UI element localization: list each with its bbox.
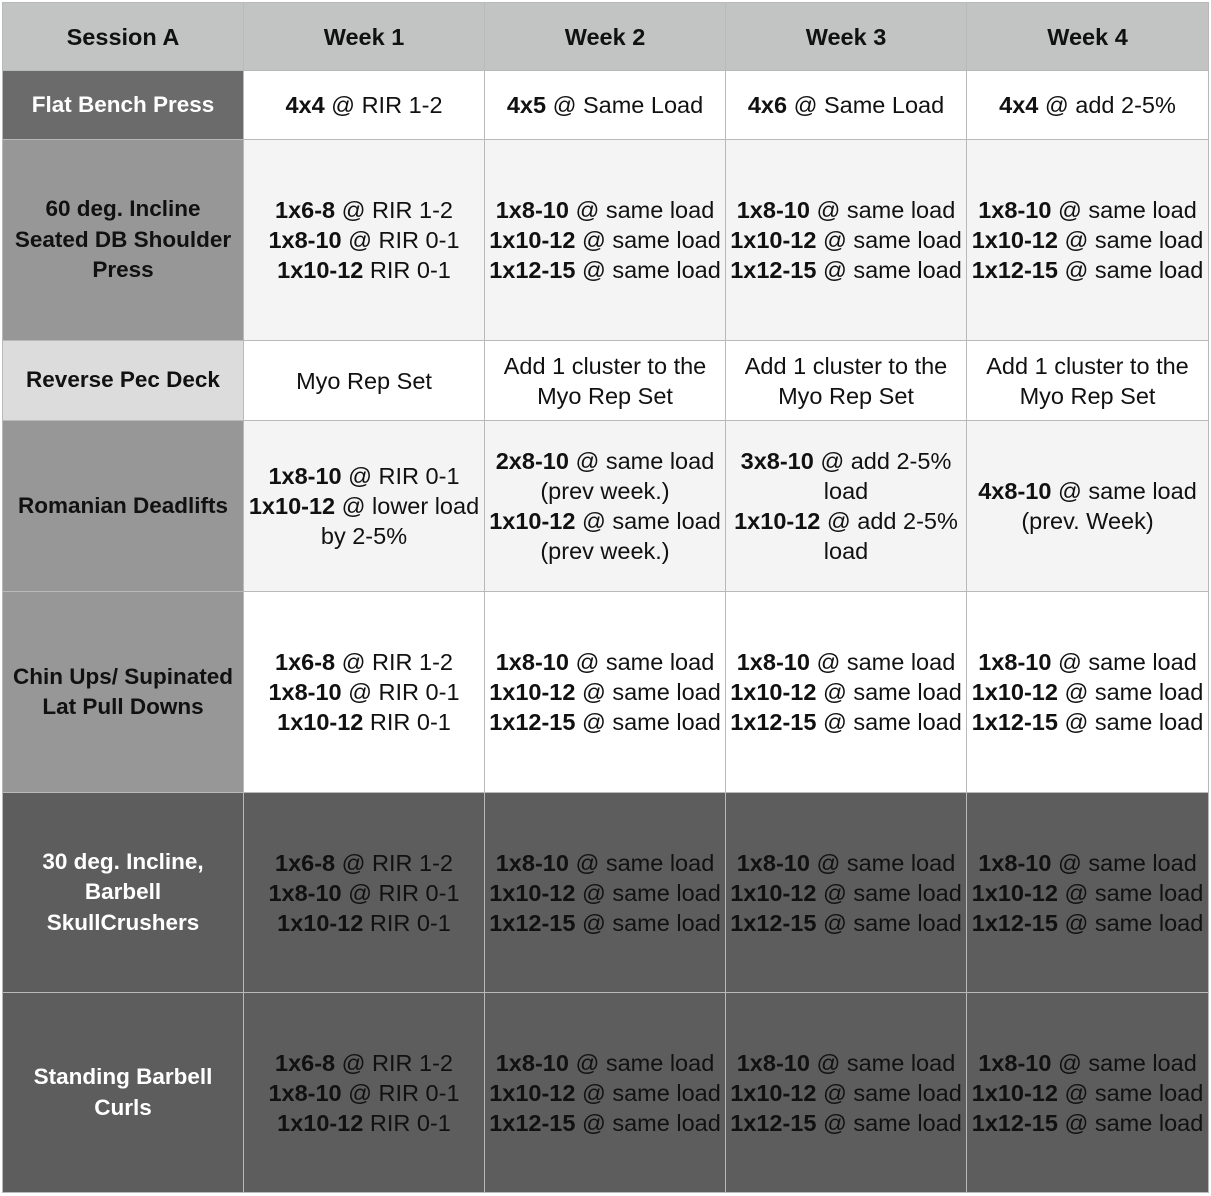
week-cell: [485, 421, 726, 592]
set-note: @ lower load by 2-5%: [320, 493, 480, 549]
exercise-name: Flat Bench Press: [3, 71, 244, 140]
set-scheme: 1x12-15: [730, 257, 817, 283]
set-scheme: 1x12-15: [730, 909, 817, 936]
set-scheme: 1x10-12: [971, 879, 1058, 906]
table-row: [3, 993, 1209, 1193]
prescription-line: [248, 707, 480, 737]
set-scheme: 4x4: [285, 92, 325, 118]
set-scheme: 1x12-15: [730, 1109, 817, 1136]
set-scheme: 1x8-10: [495, 197, 569, 223]
prescription-line: [489, 707, 721, 737]
set-scheme: 1x8-10: [736, 197, 810, 223]
exercise-name: 60 deg. Incline Seated DB Shoulder Press: [3, 140, 244, 341]
prescription-line: [489, 225, 721, 255]
set-note: @ RIR 0-1: [341, 1079, 460, 1106]
set-scheme: 1x12-15: [971, 709, 1058, 735]
prescription-line: [971, 848, 1204, 878]
prescription-line: [971, 225, 1204, 255]
set-scheme: 1x12-15: [489, 909, 576, 936]
week-cell: [485, 71, 726, 140]
table-row: [3, 71, 1209, 140]
set-note: @ add 2-5%: [1038, 92, 1176, 118]
set-note: @ Same Load: [546, 92, 704, 118]
prescription-line: [971, 908, 1204, 938]
set-scheme: 4x6: [747, 92, 788, 118]
set-note: @ same load: [1057, 1079, 1204, 1106]
set-note: @ same load: [568, 197, 715, 223]
set-note: @ same load: [816, 257, 962, 283]
set-note: RIR 0-1: [363, 909, 451, 936]
set-scheme: 1x8-10: [736, 1049, 810, 1076]
week-cell: [244, 993, 485, 1193]
set-note: @ same load: [575, 1109, 721, 1136]
prescription-line: [730, 225, 962, 255]
set-scheme: 1x10-12: [971, 227, 1058, 253]
header-week-3: Week 3: [726, 3, 967, 71]
set-scheme: 1x10-12: [730, 1079, 817, 1106]
set-scheme: 1x10-12: [277, 257, 364, 283]
prescription-line: [730, 878, 962, 908]
prescription-line: [489, 90, 721, 120]
prescription-line: [489, 255, 721, 285]
set-scheme: 1x10-12: [730, 227, 817, 253]
set-scheme: 1x8-10: [736, 649, 810, 675]
prescription-line: [730, 677, 962, 707]
set-note: @ RIR 1-2: [335, 1049, 453, 1076]
set-scheme: 1x10-12: [971, 679, 1058, 705]
set-note: @ same load: [816, 1079, 962, 1106]
exercise-name: Standing Barbell Curls: [3, 993, 244, 1193]
set-note: @ RIR 0-1: [341, 879, 460, 906]
set-scheme: 1x6-8: [275, 197, 336, 223]
prescription-line: [489, 677, 721, 707]
prescription-line: [971, 255, 1204, 285]
week-cell: [485, 592, 726, 793]
set-scheme: 1x10-12: [277, 1109, 364, 1136]
header-week-2: Week 2: [485, 3, 726, 71]
set-note: @ same load: [1057, 257, 1204, 283]
exercise-name: Romanian Deadlifts: [3, 421, 244, 592]
set-note: @ same load: [809, 197, 956, 223]
set-note: @ RIR 1-2: [324, 92, 443, 118]
week-cell: [967, 341, 1209, 421]
set-note: @ same load: [575, 679, 721, 705]
set-note: @ same load: [809, 849, 956, 876]
week-cell: [726, 793, 967, 993]
week-cell: [244, 341, 485, 421]
table-row: [3, 421, 1209, 592]
set-note: @ same load: [809, 649, 956, 675]
prescription-line: [730, 1078, 962, 1108]
prescription-line: [971, 351, 1204, 411]
prescription-line: [248, 461, 480, 491]
set-note: @ same load (prev week.): [540, 508, 721, 564]
set-scheme: 1x8-10: [736, 849, 810, 876]
set-scheme: 1x8-10: [268, 879, 342, 906]
set-scheme: 1x8-10: [978, 197, 1052, 223]
prescription-line: [489, 351, 721, 411]
week-cell: [485, 341, 726, 421]
set-note: RIR 0-1: [363, 1109, 451, 1136]
exercise-name: 30 deg. Incline, Barbell SkullCrushers: [3, 793, 244, 993]
set-note: Add 1 cluster to the Myo Rep Set: [503, 352, 707, 409]
set-note: Add 1 cluster to the Myo Rep Set: [986, 352, 1189, 409]
set-note: Myo Rep Set: [296, 367, 432, 394]
table-row: [3, 793, 1209, 993]
set-note: @ same load: [1051, 197, 1197, 223]
set-scheme: 1x8-10: [268, 463, 342, 489]
set-note: @ same load: [1057, 679, 1204, 705]
prescription-line: [248, 677, 480, 707]
set-scheme: 4x8-10: [978, 478, 1052, 504]
set-note: @ same load: [1057, 709, 1204, 735]
set-note: @ RIR 1-2: [335, 849, 453, 876]
set-note: @ add 2-5% load: [813, 448, 952, 504]
prescription-line: [730, 1048, 962, 1078]
prescription-line: [730, 446, 962, 506]
prescription-line: [248, 878, 480, 908]
set-scheme: 1x10-12: [730, 679, 817, 705]
set-note: @ same load: [816, 227, 962, 253]
prescription-line: [248, 90, 480, 120]
header-week-1: Week 1: [244, 3, 485, 71]
prescription-line: [489, 195, 721, 225]
set-scheme: 1x6-8: [275, 849, 336, 876]
prescription-line: [248, 1108, 480, 1138]
prescription-line: [489, 1108, 721, 1138]
set-note: RIR 0-1: [363, 257, 451, 283]
set-scheme: 1x10-12: [248, 493, 336, 519]
prescription-line: [730, 647, 962, 677]
week-cell: [726, 341, 967, 421]
set-scheme: 1x8-10: [495, 1049, 569, 1076]
week-cell: [244, 71, 485, 140]
set-scheme: 1x12-15: [971, 909, 1058, 936]
set-note: @ same load: [816, 909, 962, 936]
prescription-line: [971, 878, 1204, 908]
header-week-4: Week 4: [967, 3, 1209, 71]
set-note: @ same load: [575, 1079, 721, 1106]
week-cell: [726, 71, 967, 140]
set-scheme: 1x12-15: [489, 1109, 576, 1136]
prescription-line: [489, 446, 721, 506]
set-scheme: 1x10-12: [489, 227, 576, 253]
week-cell: [967, 793, 1209, 993]
prescription-line: [489, 647, 721, 677]
set-note: @ same load: [575, 709, 721, 735]
exercise-name: Chin Ups/ Supinated Lat Pull Downs: [3, 592, 244, 793]
set-note: @ same load: [575, 257, 721, 283]
week-cell: [967, 71, 1209, 140]
set-note: @ RIR 0-1: [341, 227, 460, 253]
set-scheme: 4x5: [506, 92, 547, 118]
week-cell: [967, 421, 1209, 592]
set-note: @ RIR 0-1: [341, 463, 460, 489]
set-note: @ add 2-5% load: [820, 508, 958, 564]
header-row: [3, 3, 1209, 71]
set-note: @ same load (prev. Week): [1021, 478, 1197, 534]
set-note: @ same load: [816, 679, 962, 705]
set-note: Add 1 cluster to the Myo Rep Set: [744, 352, 948, 409]
week-cell: [244, 592, 485, 793]
prescription-line: [971, 1108, 1204, 1138]
week-cell: [726, 421, 967, 592]
session-a-table: [2, 2, 1209, 1193]
week-cell: [485, 140, 726, 341]
prescription-line: [971, 647, 1204, 677]
prescription-line: [971, 195, 1204, 225]
set-scheme: 1x10-12: [277, 709, 364, 735]
prescription-line: [489, 908, 721, 938]
week-cell: [726, 592, 967, 793]
set-note: @ same load: [1051, 849, 1197, 876]
prescription-line: [489, 1078, 721, 1108]
set-note: @ same load: [568, 849, 715, 876]
set-note: @ same load: [575, 909, 721, 936]
set-scheme: 1x12-15: [489, 709, 576, 735]
set-scheme: 1x10-12: [489, 1079, 576, 1106]
set-note: @ same load: [568, 1049, 715, 1076]
prescription-line: [248, 225, 480, 255]
set-note: RIR 0-1: [363, 709, 451, 735]
set-scheme: 1x10-12: [277, 909, 364, 936]
set-note: @ same load: [816, 879, 962, 906]
set-scheme: 1x10-12: [730, 879, 817, 906]
set-note: @ same load: [1057, 1109, 1204, 1136]
set-scheme: 1x8-10: [268, 227, 342, 253]
set-scheme: 1x6-8: [275, 649, 336, 675]
set-scheme: 1x8-10: [978, 649, 1052, 675]
set-note: @ RIR 1-2: [335, 649, 453, 675]
prescription-line: [248, 647, 480, 677]
prescription-line: [248, 195, 480, 225]
set-note: @ same load: [1057, 879, 1204, 906]
week-cell: [244, 421, 485, 592]
prescription-line: [248, 848, 480, 878]
prescription-line: [248, 255, 480, 285]
prescription-line: [248, 366, 480, 396]
set-note: @ same load: [1051, 1049, 1197, 1076]
prescription-line: [489, 1048, 721, 1078]
prescription-line: [730, 195, 962, 225]
week-cell: [485, 993, 726, 1193]
set-scheme: 1x8-10: [978, 1049, 1052, 1076]
prescription-line: [730, 90, 962, 120]
table-row: [3, 592, 1209, 793]
set-scheme: 1x8-10: [268, 1079, 342, 1106]
set-scheme: 1x10-12: [971, 1079, 1058, 1106]
set-scheme: 1x10-12: [489, 879, 576, 906]
prescription-line: [248, 908, 480, 938]
set-note: @ same load: [568, 649, 715, 675]
exercise-name: Reverse Pec Deck: [3, 341, 244, 421]
set-scheme: 1x10-12: [734, 508, 821, 534]
set-scheme: 1x10-12: [489, 679, 576, 705]
week-cell: [726, 140, 967, 341]
set-scheme: 1x8-10: [495, 849, 569, 876]
week-cell: [967, 140, 1209, 341]
prescription-line: [971, 707, 1204, 737]
week-cell: [726, 993, 967, 1193]
prescription-line: [730, 707, 962, 737]
week-cell: [244, 793, 485, 993]
set-note: @ same load (prev week.): [540, 448, 715, 504]
week-cell: [485, 793, 726, 993]
set-scheme: 1x8-10: [268, 679, 342, 705]
prescription-line: [248, 491, 480, 551]
prescription-line: [971, 1078, 1204, 1108]
set-note: @ same load: [809, 1049, 956, 1076]
set-note: @ RIR 0-1: [341, 679, 460, 705]
prescription-line: [971, 677, 1204, 707]
set-note: @ same load: [575, 879, 721, 906]
prescription-line: [730, 506, 962, 566]
prescription-line: [971, 90, 1204, 120]
set-scheme: 1x12-15: [971, 257, 1058, 283]
week-cell: [967, 993, 1209, 1193]
set-scheme: 1x12-15: [489, 257, 576, 283]
set-scheme: 2x8-10: [495, 448, 569, 474]
prescription-line: [489, 848, 721, 878]
prescription-line: [730, 848, 962, 878]
set-scheme: 1x8-10: [495, 649, 569, 675]
prescription-line: [730, 908, 962, 938]
set-scheme: 3x8-10: [740, 448, 814, 474]
set-note: @ same load: [816, 709, 962, 735]
set-scheme: 1x6-8: [275, 1049, 336, 1076]
set-note: @ RIR 1-2: [335, 197, 453, 223]
set-scheme: 1x12-15: [730, 709, 817, 735]
week-cell: [967, 592, 1209, 793]
set-scheme: 1x10-12: [489, 508, 576, 534]
header-session: Session A: [3, 3, 244, 71]
prescription-line: [971, 476, 1204, 536]
prescription-line: [971, 1048, 1204, 1078]
table-row: [3, 341, 1209, 421]
set-note: @ same load: [575, 227, 721, 253]
set-note: @ same load: [1051, 649, 1197, 675]
prescription-line: [730, 1108, 962, 1138]
prescription-line: [248, 1048, 480, 1078]
table-row: [3, 140, 1209, 341]
set-scheme: 1x12-15: [971, 1109, 1058, 1136]
prescription-line: [730, 255, 962, 285]
set-scheme: 1x8-10: [978, 849, 1052, 876]
set-scheme: 4x4: [999, 92, 1039, 118]
set-note: @ Same Load: [787, 92, 945, 118]
prescription-line: [489, 506, 721, 566]
prescription-line: [489, 878, 721, 908]
prescription-line: [730, 351, 962, 411]
prescription-line: [248, 1078, 480, 1108]
set-note: @ same load: [1057, 227, 1204, 253]
set-note: @ same load: [816, 1109, 962, 1136]
set-note: @ same load: [1057, 909, 1204, 936]
week-cell: [244, 140, 485, 341]
